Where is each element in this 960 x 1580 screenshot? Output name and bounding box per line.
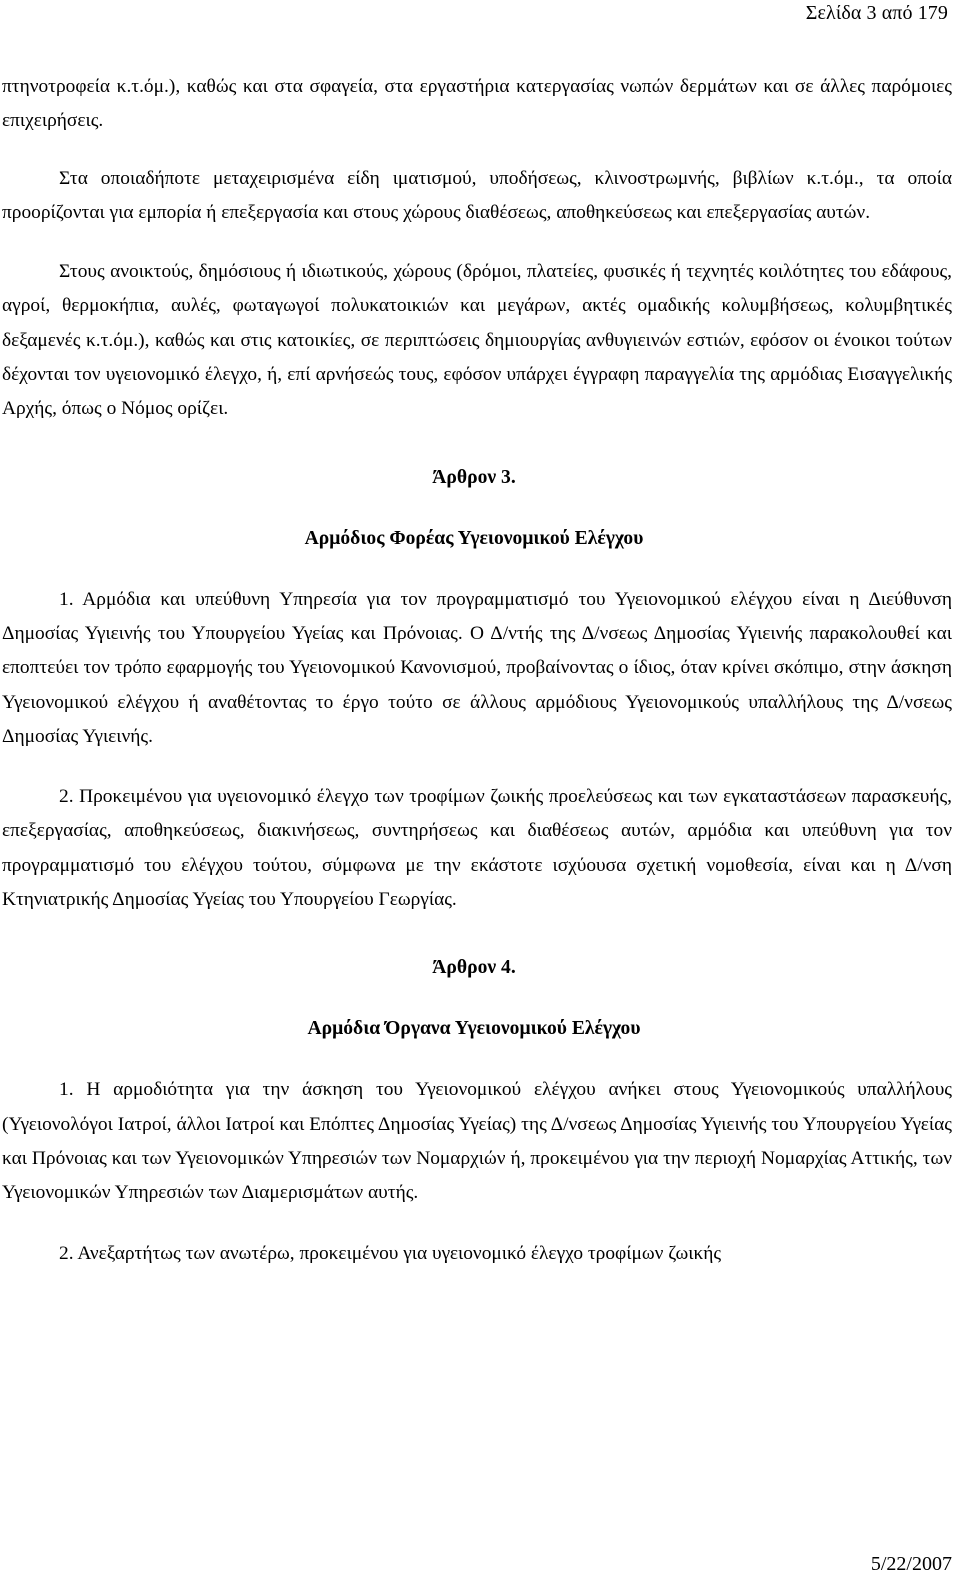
- document-body: [2, 70, 952, 1271]
- article-3-title: Αρμόδιος Φορέας Υγειονομικού Ελέγχου: [304, 527, 644, 549]
- article-4-heading: Άρθρον 4.: [432, 957, 516, 979]
- page-number: Σελίδα 3 από 179: [805, 2, 948, 24]
- article-4-paragraph-2: 2. Ανεξαρτήτως των ανωτέρω, προκειμένου για υγειονομικό έλεγχο τροφίμων ζωικής: [59, 1242, 722, 1264]
- footer-date: 5/22/2007: [870, 1553, 952, 1575]
- article-3-paragraph-2: 2. Προκειμένου για υγειονομικό έλεγχο των τροφίμων ζωικής προελεύσεως και των εγκαταστάσεων παρασκευής, επεξεργασίας, αποθηκεύσεως, διακινήσεως, συντηρήσεως και διαθέσεως αυτών, αρμόδια και υπεύθυνη για τον προγραμματισμό του ελέγχου τούτου, σύμφωνα με την εκάστοτε ισχύουσα σχετική νομοθεσία, είναι και η Δ/νση Κτηνιατρικής Δημοσίας Υγείας του Υπουργείου Γεωργίας.: [2, 786, 952, 911]
- paragraph-used-goods: Στα οποιαδήποτε μεταχειρισμένα είδη ιματισμού, υποδήσεως, κλινοστρωμνής, βιβλίων κ.τ.όμ., τα οποία προορίζονται για εμπορία ή επεξεργασία και στους χώρους διαθέσεως, αποθηκεύσεως και επεξεργασίας αυτών.: [2, 167, 952, 223]
- article-4-paragraph-1: 1. Η αρμοδιότητα για την άσκηση του Υγειονομικού ελέγχου ανήκει στους Υγειονομικούς υπαλλήλους (Υγειονολόγοι Ιατροί, άλλοι Ιατροί και Επόπτες Δημοσίας Υγείας) της Δ/νσεως Δημοσίας Υγιεινής του Υπουργείου Υγείας και Πρόνοιας και των Υγειονομικών Υπηρεσιών των Νομαρχιών ή, προκειμένου για την περιοχή Νομαρχίας Αττικής, των Υγειονομικών Υπηρεσιών των Διαμερισμάτων αυτής.: [2, 1079, 952, 1204]
- paragraph-continuation: πτηνοτροφεία κ.τ.όμ.), καθώς και στα σφαγεία, στα εργαστήρια κατεργασίας νωπών δερμάτων και σε άλλες παρόμοιες επιχειρήσεις.: [2, 76, 952, 132]
- article-3-heading: Άρθρον 3.: [432, 466, 516, 488]
- article-3-paragraph-1: 1. Αρμόδια και υπεύθυνη Υπηρεσία για τον προγραμματισμό του Υγειονομικού ελέγχου είναι η Διεύθυνση Δημοσίας Υγιεινής του Υπουργείου Υγείας και Πρόνοιας. Ο Δ/ντής της Δ/νσεως Δημοσίας Υγιεινής παρακολουθεί και εποπτεύει τον τρόπο εφαρμογής του Υγειονομικού Κανονισμού, προβαίνοντας ο ίδιος, όταν κρίνει σκόπιμο, στην άσκηση Υγειονομικού ελέγχου ή αναθέτοντας το έργο τούτο σε άλλους αρμόδιους Υγειονομικούς υπαλλήλους της Δ/νσεως Δημοσίας Υγιεινής.: [2, 588, 952, 747]
- paragraph-open-spaces: Στους ανοικτούς, δημόσιους ή ιδιωτικούς, χώρους (δρόμοι, πλατείες, φυσικές ή τεχνητές κοιλότητες του εδάφους, αγροί, θερμοκήπια, αυλές, φωταγωγοί πολυκατοικιών και μεγάρων, ακτές ομαδικής κολυμβήσεως, κολυμβητικές δεξαμενές κ.τ.όμ.), καθώς και στις κατοικίες, σε περιπτώσεις δημιουργίας ανθυγιεινών εστιών, εφόσον οι ένοικοι τούτων δέχονται τον υγειονομικό έλεγχο, ή, επί αρνήσεώς τους, εφόσον υπάρχει έγγραφη παραγγελία της αρμόδιας Εισαγγελικής Αρχής, όπως ο Νόμος ορίζει.: [2, 261, 952, 420]
- article-4-title: Αρμόδια Όργανα Υγειονομικού Ελέγχου: [307, 1018, 641, 1040]
